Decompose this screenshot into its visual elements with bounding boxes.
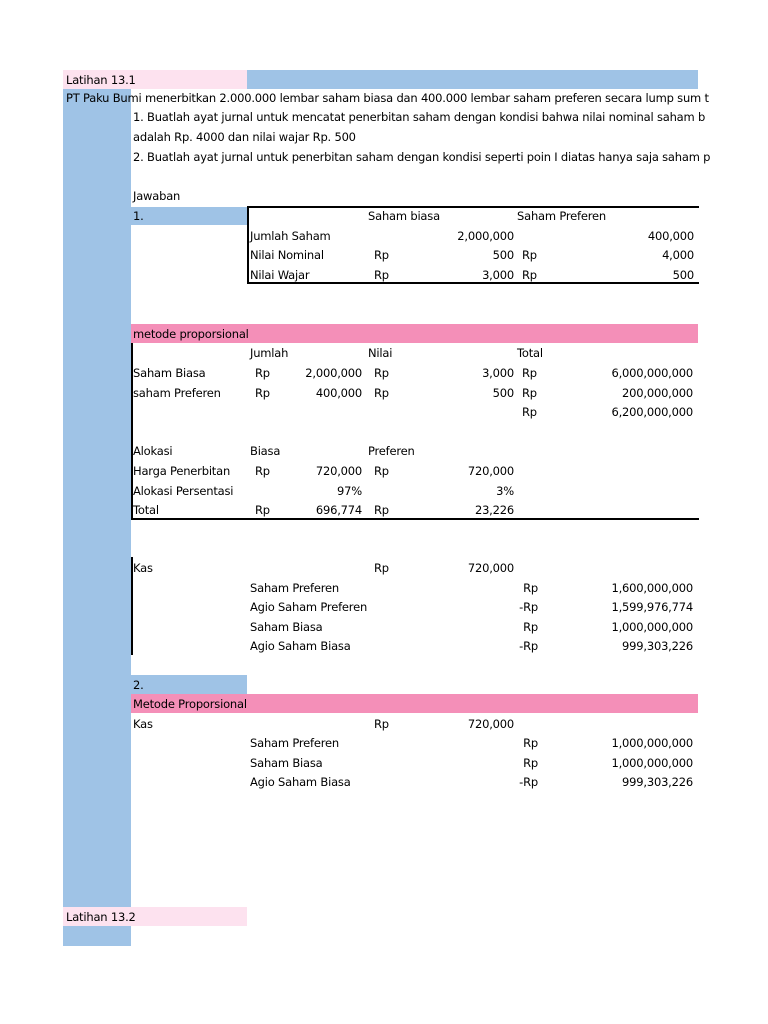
row-jumlah: 2,000,000 <box>305 366 362 380</box>
row-label: Nilai Nominal <box>250 248 324 262</box>
row-rp-2: Rp <box>374 366 389 380</box>
question-1a: 1. Buatlah ayat jurnal untuk mencatat penerbitan saham dengan kondisi bahwa nilai nominal saham b <box>133 110 706 124</box>
row-rp-1: Rp <box>374 268 389 282</box>
row-rp-1: Rp <box>255 503 270 517</box>
alokasi-label: Alokasi <box>133 444 173 458</box>
header-saham-biasa: Saham biasa <box>368 209 440 223</box>
kas-2-rp: Rp <box>374 717 389 731</box>
row-label: Nilai Wajar <box>250 268 310 282</box>
row-rp-2: Rp <box>374 503 389 517</box>
row-value-2: 3% <box>496 484 514 498</box>
row-value-2: 720,000 <box>467 464 514 478</box>
row-total: 6,000,000,000 <box>611 366 693 380</box>
row-value-1: 500 <box>492 248 514 262</box>
line-rp: Rp <box>523 620 538 634</box>
row-value-1: 3,000 <box>482 268 514 282</box>
latihan-1-title: Latihan 13.1 <box>66 73 136 87</box>
line-value: 1,000,000,000 <box>611 736 693 750</box>
line-value: 999,303,226 <box>622 639 693 653</box>
metode-proporsional-title: metode proporsional <box>133 327 249 341</box>
line-rp: Rp <box>523 736 538 750</box>
row-value-1: 720,000 <box>315 464 362 478</box>
line-rp: -Rp <box>519 600 538 614</box>
intro-text: menerbitkan 2.000.000 lembar saham biasa dan 400.000 lembar saham preferen secara lump sum t <box>141 91 709 105</box>
metode-proporsional-2-title: Metode Proporsional <box>133 697 247 711</box>
line-label: Saham Preferen <box>250 736 339 750</box>
line-value: 1,000,000,000 <box>611 756 693 770</box>
row-total: 200,000,000 <box>622 386 693 400</box>
kas-value: 720,000 <box>467 561 514 575</box>
kas-2-value: 720,000 <box>467 717 514 731</box>
row-rp-1: Rp <box>255 386 270 400</box>
left-column-band <box>63 89 131 907</box>
row-rp-2: Rp <box>522 268 537 282</box>
section-1-band <box>131 207 247 225</box>
line-label: Agio Saham Biasa <box>250 639 351 653</box>
line-rp: -Rp <box>519 639 538 653</box>
row-value-2: 23,226 <box>474 503 514 517</box>
kas-2-label: Kas <box>133 717 153 731</box>
header-nilai: Nilai <box>368 346 393 360</box>
left-column-band-bottom <box>63 926 131 946</box>
row-nilai: 500 <box>492 386 514 400</box>
row-label: Total <box>133 503 159 517</box>
line-rp: -Rp <box>519 775 538 789</box>
row-label: Jumlah Saham <box>250 229 331 243</box>
row-label: Saham Biasa <box>133 366 206 380</box>
row-value-1: 696,774 <box>315 503 362 517</box>
line-rp: Rp <box>523 756 538 770</box>
line-value: 999,303,226 <box>622 775 693 789</box>
question-2: 2. Buatlah ayat jurnal untuk penerbitan saham dengan kondisi seperti poin I diatas hanya saja saham p <box>133 150 711 164</box>
row-rp-3: Rp <box>522 386 537 400</box>
header-jumlah: Jumlah <box>250 346 289 360</box>
latihan-2-title: Latihan 13.2 <box>66 910 136 924</box>
row-value-1: 2,000,000 <box>457 229 514 243</box>
kas-label: Kas <box>133 561 153 575</box>
row-value-1: 97% <box>337 484 362 498</box>
row-rp-1: Rp <box>255 366 270 380</box>
kas-rp: Rp <box>374 561 389 575</box>
row-nilai: 3,000 <box>482 366 514 380</box>
row-rp-2: Rp <box>374 464 389 478</box>
section-2-band <box>131 675 247 694</box>
line-value: 1,000,000,000 <box>611 620 693 634</box>
row-value-2: 4,000 <box>662 248 694 262</box>
line-label: Agio Saham Preferen <box>250 600 368 614</box>
header-saham-preferen: Saham Preferen <box>517 209 606 223</box>
section-2-number: 2. <box>133 678 144 692</box>
line-label: Saham Biasa <box>250 756 323 770</box>
header-total: Total <box>517 346 543 360</box>
row-rp-2: Rp <box>374 386 389 400</box>
line-value: 1,599,976,774 <box>611 600 693 614</box>
sum-rp: Rp <box>522 405 537 419</box>
row-label: Alokasi Persentasi <box>133 484 234 498</box>
section-1-number: 1. <box>133 209 144 223</box>
row-label: saham Preferen <box>133 386 221 400</box>
line-label: Saham Preferen <box>250 581 339 595</box>
line-value: 1,600,000,000 <box>611 581 693 595</box>
row-value-2: 400,000 <box>647 229 694 243</box>
row-rp-3: Rp <box>522 366 537 380</box>
row-jumlah: 400,000 <box>315 386 362 400</box>
row-value-2: 500 <box>672 268 694 282</box>
row-rp-2: Rp <box>522 248 537 262</box>
line-label: Saham Biasa <box>250 620 323 634</box>
line-rp: Rp <box>523 581 538 595</box>
header-preferen: Preferen <box>368 444 415 458</box>
header-biasa: Biasa <box>250 444 281 458</box>
row-label: Harga Penerbitan <box>133 464 231 478</box>
jawaban-label: Jawaban <box>133 189 181 203</box>
row-rp-1: Rp <box>374 248 389 262</box>
question-1b: adalah Rp. 4000 dan nilai wajar Rp. 500 <box>133 130 356 144</box>
line-label: Agio Saham Biasa <box>250 775 351 789</box>
company-name: PT Paku Bumi <box>66 91 142 105</box>
header-band <box>247 70 698 89</box>
intro-line <box>66 89 709 107</box>
prop-table-bottom-border <box>131 518 699 520</box>
sum-total: 6,200,000,000 <box>611 405 693 419</box>
row-rp-1: Rp <box>255 464 270 478</box>
